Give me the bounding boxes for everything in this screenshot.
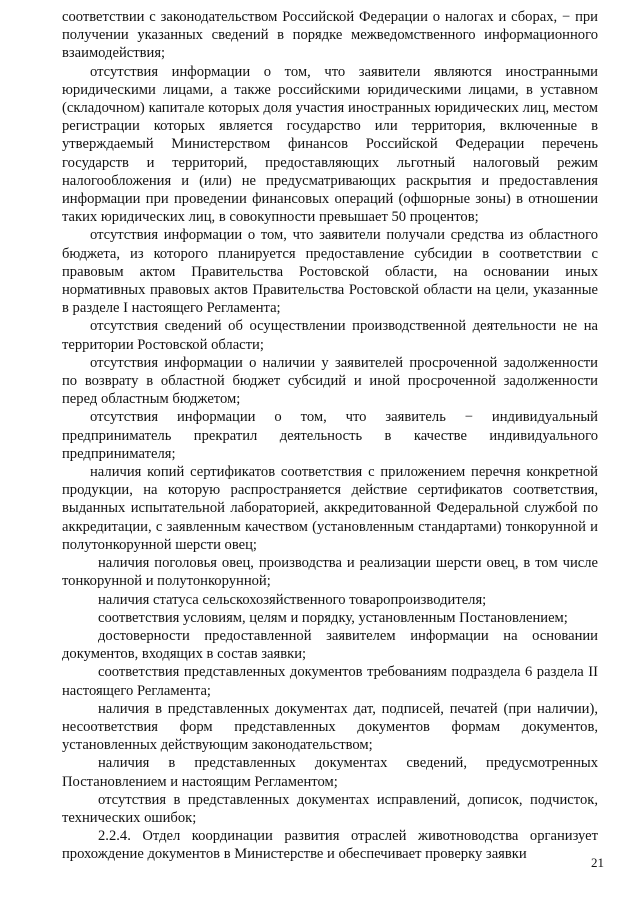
paragraph: соответствии с законодательством Российской Федерации о налогах и сборах, − при получении указанных сведений в порядке межведомственного информационного взаимодействия; [62, 9, 598, 62]
paragraph: наличия статуса сельскохозяйственного товаропроизводителя; [98, 591, 487, 608]
paragraph: отсутствия информации о том, что заявители получали средства из областного бюджета, из которого планируется предоставление субсидии в соответствии с правовым актом Правительства Ростовской области, на основании иных нормативных правовых актов Правительства Ростовской области на цели, указанные в разделе I настоящего Регламента; [62, 227, 598, 317]
page-number: 21 [591, 855, 604, 870]
paragraph: соответствия представленных документов требованиям подраздела 6 раздела II настоящего Регламента; [62, 664, 598, 699]
paragraph: отсутствия сведений об осуществлении производственной деятельности не на территории Ростовской области; [62, 318, 598, 353]
paragraph: наличия в представленных документах сведений, предусмотренных Постановлением и настоящим Регламентом; [62, 755, 598, 790]
paragraph: наличия в представленных документах дат, подписей, печатей (при наличии), несоответствия форм представленных документов формам документов, установленных действующим законодательством; [62, 700, 598, 754]
paragraph: наличия поголовья овец, производства и реализации шерсти овец, в том числе тонкорунной и полутонкорунной; [62, 555, 598, 590]
paragraph: отсутствия информации о наличии у заявителей просроченной задолженности по возврату в областной бюджет субсидий и иной просроченной задолженности перед областным бюджетом; [62, 354, 598, 408]
paragraph: наличия копий сертификатов соответствия с приложением перечня конкретной продукции, на которую распространяется действие сертификатов соответствия, выданных испытательной лабораторией, аккредитованной Федеральной службой по аккредитации, с заявленным качеством (установленным стандартами) тонкорунной и полутонкорунной шерсти овец; [62, 464, 598, 553]
paragraph: 2.2.4. Отдел координации развития отраслей животноводства организует прохождение документов в Министерстве и обеспечивает проверку заявки [62, 828, 598, 863]
paragraph: отсутствия информации о том, что заявитель − индивидуальный предприниматель прекратил деятельность в качестве индивидуального предпринимателя; [62, 409, 598, 462]
paragraph: соответствия условиям, целям и порядку, установленным Постановлением; [98, 609, 568, 626]
document-page [62, 8, 598, 864]
paragraph: отсутствия информации о том, что заявители являются иностранными юридическими лицами, а также российскими юридическими лицами, в уставном (складочном) капитале которых доля участия иностранных юридических лиц, местом регистрации которых является государство или территория, включенные в утверждаемый Министерством финансов Российской Федерации перечень государств и территорий, предоставляющих льготный налоговый режим налогообложения и (или) не предусматривающих раскрытия и предоставления информации при проведении финансовых операций (офшорные зоны) в отношении таких юридических лиц, в совокупности превышает 50 процентов; [62, 63, 598, 226]
paragraph: отсутствия в представленных документах исправлений, дописок, подчисток, технических ошибок; [62, 791, 598, 826]
paragraph: достоверности предоставленной заявителем информации на основании документов, входящих в состав заявки; [62, 627, 598, 663]
